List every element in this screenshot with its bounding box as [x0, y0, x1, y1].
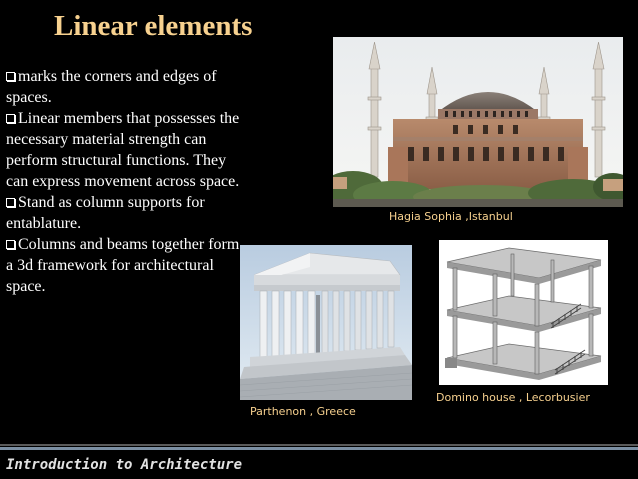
parthenon-photo	[240, 245, 412, 400]
bullet-text: marks the corners and edges of spaces.	[6, 68, 217, 106]
bullet-item	[6, 66, 244, 108]
hagia-sophia-photo	[333, 37, 623, 207]
hagia-sophia-caption: Hagia Sophia ,Istanbul	[389, 210, 513, 223]
footer-course-title: Introduction to Architecture	[6, 457, 243, 473]
slide-title: Linear elements	[54, 10, 253, 42]
checkbox-icon	[6, 198, 15, 207]
bullet-list	[6, 66, 244, 297]
parthenon-caption: Parthenon , Greece	[250, 405, 356, 418]
bullet-item	[6, 108, 244, 192]
domino-house-photo	[439, 240, 608, 385]
domino-house-caption: Domino house , Lecorbusier	[436, 391, 590, 404]
bullet-item	[6, 192, 244, 234]
bullet-text: Columns and beams together form a 3d framework for architectural space.	[6, 236, 240, 295]
checkbox-icon	[6, 240, 15, 249]
checkbox-icon	[6, 72, 15, 81]
bullet-text: Linear members that possesses the necessary material strength can perform structural functions. They can express movement across space.	[6, 110, 240, 190]
footer-divider	[0, 444, 638, 446]
bullet-text: Stand as column supports for entablature.	[6, 194, 205, 232]
checkbox-icon	[6, 114, 15, 123]
bullet-item	[6, 234, 244, 297]
footer-divider-accent	[0, 447, 638, 450]
